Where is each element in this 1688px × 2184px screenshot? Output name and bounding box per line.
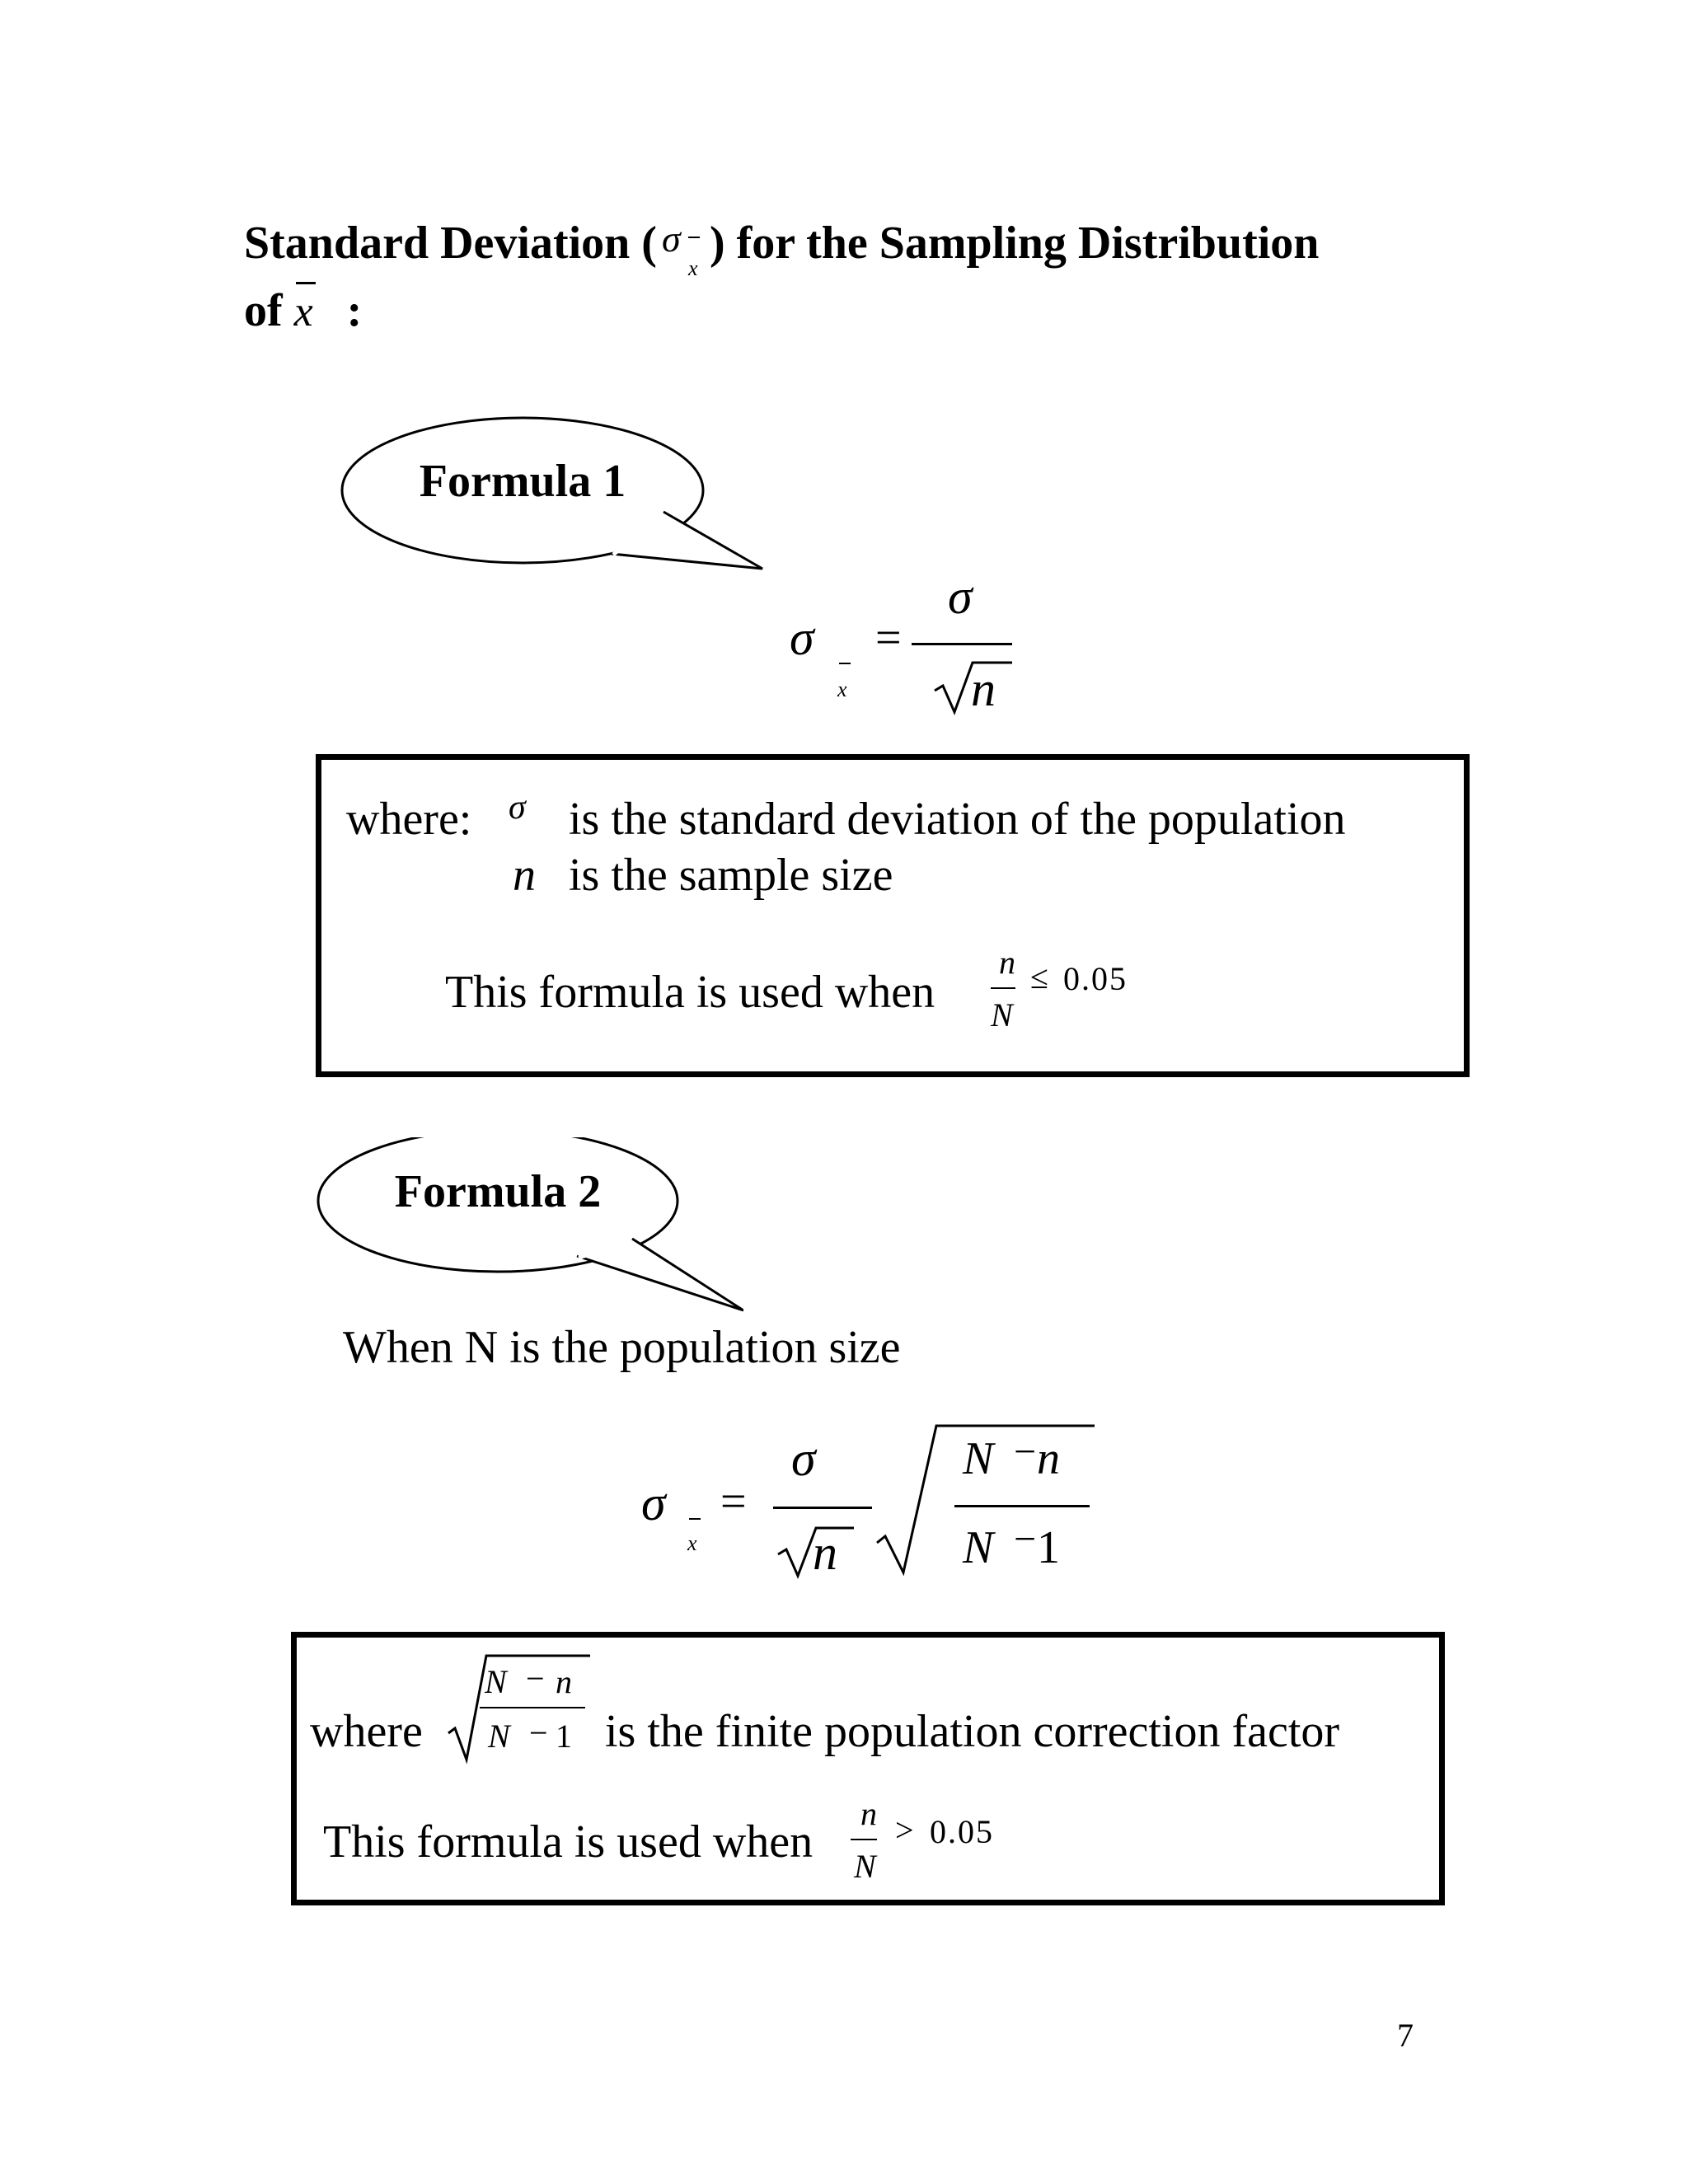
formula2-box-fraction-bar <box>480 1707 585 1708</box>
formula2-cond-N: N <box>854 1848 876 1885</box>
formula1-cond-operator: ≤ <box>1030 958 1048 996</box>
heading-line-2 <box>244 277 1439 346</box>
formula2-fraction-bar-2 <box>954 1505 1090 1507</box>
formula2-used-when: This formula is used when <box>323 1816 814 1868</box>
formula2-box-den-one: 1 <box>556 1718 572 1755</box>
formula2-box-num-N: N <box>485 1663 507 1700</box>
formula1-n-description: is the sample size <box>569 850 893 901</box>
formula2-equation <box>626 1409 1088 1591</box>
formula2-sigma-lhs: σ <box>641 1476 666 1530</box>
formula1-equals: = <box>875 612 902 663</box>
page-number: 7 <box>1397 2017 1414 2054</box>
formula2-definition-box <box>291 1632 1445 1905</box>
formula1-fraction-bar <box>912 643 1012 645</box>
formula2-label: Formula 2 <box>394 1166 602 1217</box>
formula2-cond-n: n <box>860 1795 877 1832</box>
formula2-den-minus: − <box>1014 1517 1037 1561</box>
formula2-box-den-minus: − <box>529 1714 548 1751</box>
formula1-where-n: n <box>513 850 536 901</box>
formula2-num-minus: − <box>1014 1430 1037 1474</box>
formula1-used-when: This formula is used when <box>445 967 935 1018</box>
formula2-box-num-minus: − <box>526 1660 545 1697</box>
formula2-cond-operator: > <box>895 1811 914 1849</box>
formula1-cond-N: N <box>991 996 1013 1033</box>
heading-colon: : <box>346 285 363 336</box>
formula1-n-denominator: n <box>971 662 996 716</box>
formula1-definition-box <box>316 754 1470 1077</box>
heading-sigma-xbar-symbol: σ x <box>657 227 710 268</box>
formula2-xbar-subscript: x <box>687 1531 697 1555</box>
formula1-where-label: where: <box>346 794 472 845</box>
page-heading <box>244 209 1439 346</box>
heading-xbar-symbol: x <box>294 277 327 346</box>
formula2-callout <box>315 1137 743 1319</box>
formula1-sigma-numerator: σ <box>948 569 973 624</box>
formula2-intro: When N is the population size <box>343 1322 901 1373</box>
formula1-cond-n: n <box>999 944 1015 981</box>
formula1-xbar-bar <box>839 663 851 664</box>
heading-prefix: Standard Deviation ( <box>244 218 657 269</box>
heading-suffix: ) for the Sampling Distribution <box>709 218 1320 269</box>
speech-bubble-icon <box>315 1137 743 1319</box>
formula2-xbar-bar <box>689 1518 701 1520</box>
formula1-where-sigma: σ <box>509 789 526 827</box>
formula1-xbar-subscript: x <box>837 677 847 701</box>
formula2-sigma-numerator: σ <box>791 1432 816 1486</box>
heading-line-1 <box>244 209 1439 281</box>
formula1-sigma-description: is the standard deviation of the population <box>569 794 1346 845</box>
formula2-num-n: n <box>1037 1433 1060 1484</box>
formula1-cond-value: 0.05 <box>1063 960 1128 997</box>
formula2-box-den-N: N <box>488 1718 510 1755</box>
formula1-callout <box>338 412 767 577</box>
formula2-den-N: N <box>963 1522 994 1573</box>
formula2-fpc-description: is the finite population correction factor <box>605 1706 1340 1757</box>
formula2-den-one: 1 <box>1037 1522 1060 1573</box>
formula2-fraction-bar-1 <box>773 1507 872 1509</box>
formula2-box-num-n: n <box>556 1663 572 1700</box>
formula1-cond-fraction-bar <box>991 987 1015 989</box>
formula2-equals: = <box>720 1476 747 1527</box>
formula1-label: Formula 1 <box>419 456 626 507</box>
formula2-num-N: N <box>963 1433 994 1484</box>
formula2-n-denominator: n <box>813 1526 837 1580</box>
formula1-equation <box>775 569 1039 733</box>
formula2-where-label: where <box>310 1706 423 1757</box>
formula2-cond-fraction-bar <box>851 1839 877 1840</box>
formula2-cond-value: 0.05 <box>930 1813 994 1850</box>
heading-of: of <box>244 285 283 336</box>
formula1-sigma-lhs: σ <box>790 611 814 665</box>
